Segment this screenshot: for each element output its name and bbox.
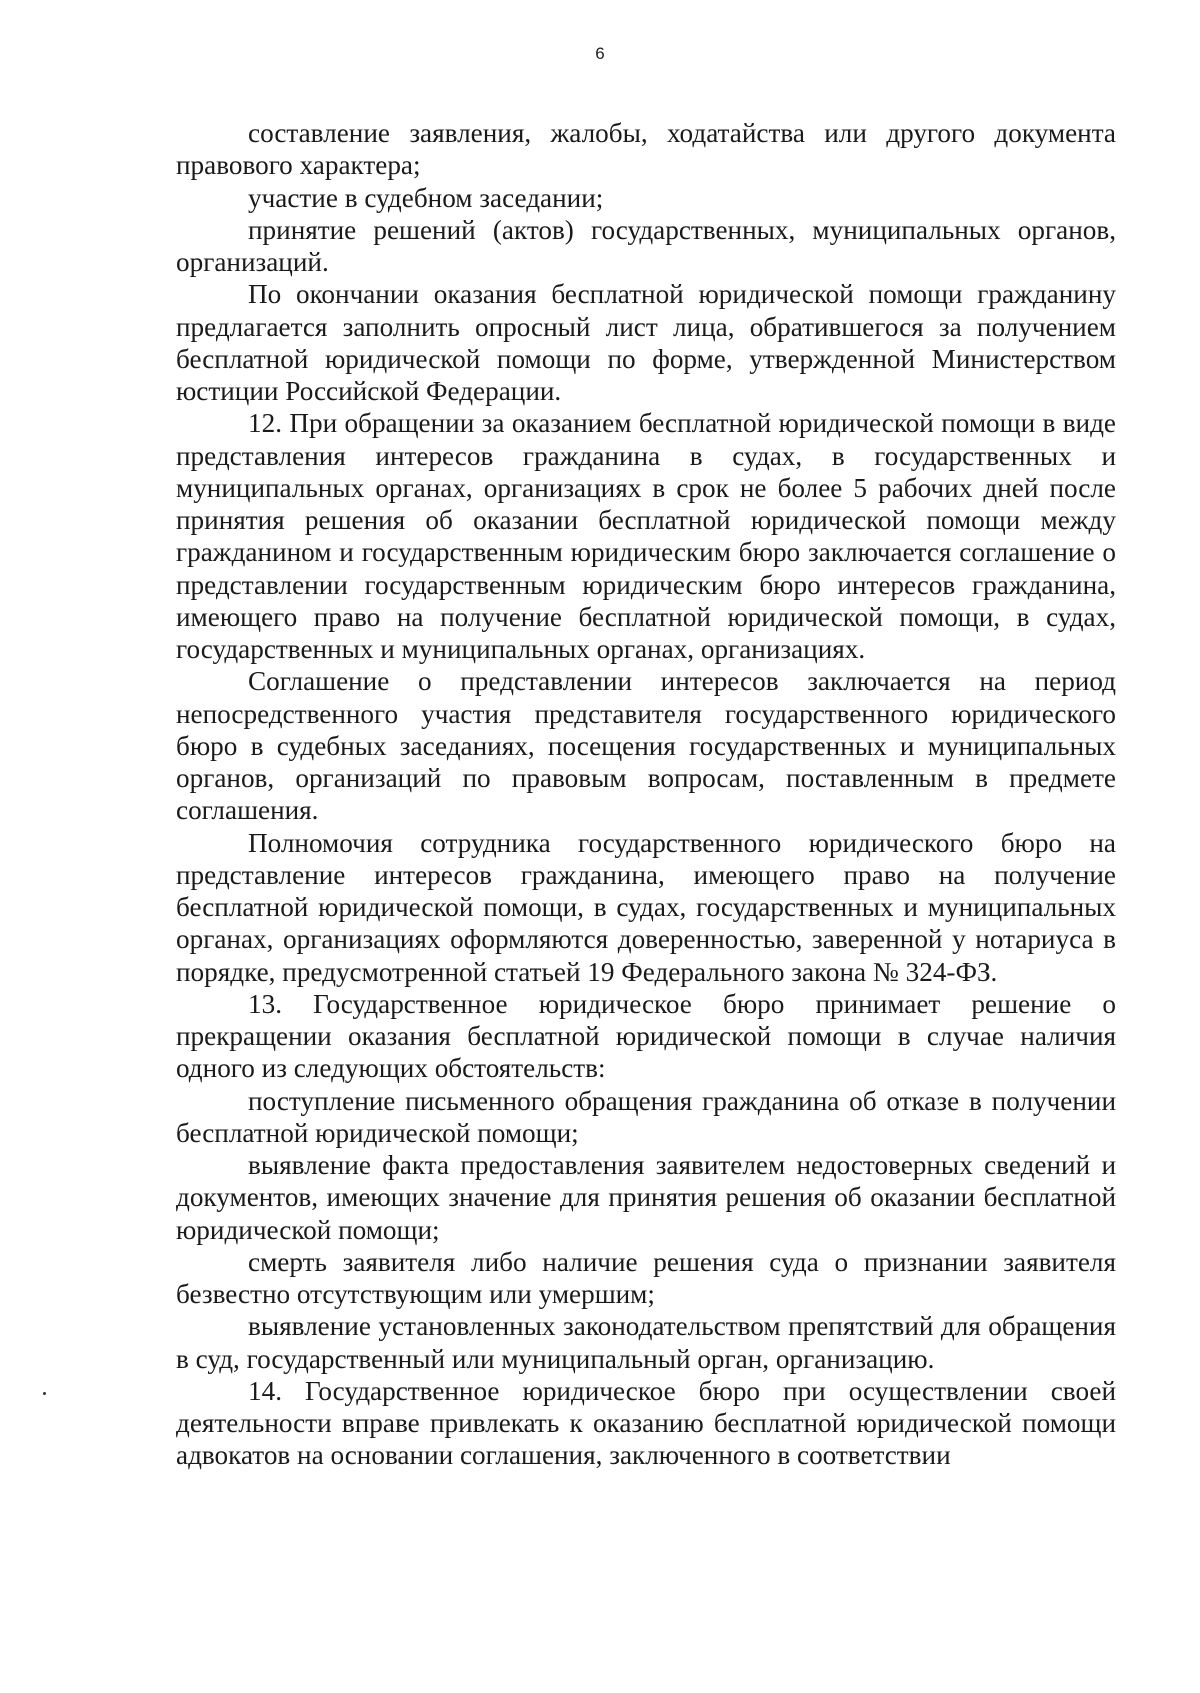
paragraph-11: смерть заявителя либо наличие решения суда о признании заявителя безвестно отсутствующим или умершим; (176, 1246, 1116, 1309)
paragraph-10: выявление факта предоставления заявителем недостоверных сведений и документов, имеющих значение для принятия решения об оказании бесплатной юридической помощи; (176, 1150, 1116, 1245)
scan-speck (43, 1392, 46, 1395)
paragraph-9: поступление письменного обращения гражданина об отказе в получении бесплатной юридической помощи; (176, 1085, 1116, 1148)
paragraph-4: По окончании оказания бесплатной юридической помощи гражданину предлагается заполнить опросный лист лица, обратившегося за получением бесплатной юридической помощи по форме, утвержденной Министерством юстиции Российской Федерации. (176, 279, 1116, 406)
paragraph-5-item-12: 12. При обращении за оказанием бесплатной юридической помощи в виде представления интересов гражданина в судах, в государственных и муниципальных органах, организациях в срок не более 5 рабочих дней после принятия решения об оказании бесплатной юридической помощи между гражданином и государственным юридическим бюро заключается соглашение о представлении государственным юридическим бюро интересов гражданина, имеющего право на получение бесплатной юридической помощи, в судах, государственных и муниципальных органах, организациях. (176, 408, 1116, 664)
paragraph-7: Полномочия сотрудника государственного юридического бюро на представление интересов гражданина, имеющего право на получение бесплатной юридической помощи, в судах, государственных и муниципальных органах, организациях оформляются доверенностью, заверенной у нотариуса в порядке, предусмотренной статьей 19 Федерального закона № 324-ФЗ. (176, 827, 1116, 987)
paragraph-1: составление заявления, жалобы, ходатайства или другого документа правового характера; (176, 118, 1116, 181)
document-body (176, 117, 1116, 1472)
paragraph-12: выявление установленных законодательством препятствий для обращения в суд, государственный или муниципальный орган, организацию. (176, 1311, 1116, 1374)
paragraph-2: участие в судебном заседании; (248, 182, 604, 213)
paragraph-8-item-13: 13. Государственное юридическое бюро принимает решение о прекращении оказания бесплатной юридической помощи в случае наличия одного из следующих обстоятельств: (176, 988, 1116, 1084)
paragraph-13-item-14: 14. Государственное юридическое бюро при осуществлении своей деятельности вправе привлекать к оказанию бесплатной юридической помощи адвокатов на основании соглашения, заключенного в соответствии (176, 1375, 1116, 1471)
paragraph-3: принятие решений (актов) государственных, муниципальных органов, организаций. (176, 214, 1116, 277)
page-number: 6 (595, 44, 605, 63)
paragraph-6: Соглашение о представлении интересов заключается на период непосредственного участия представителя государственного юридического бюро в судебных заседаниях, посещения государственных и муниципальных органов, организаций по правовым вопросам, поставленным в предмете соглашения. (176, 666, 1116, 826)
